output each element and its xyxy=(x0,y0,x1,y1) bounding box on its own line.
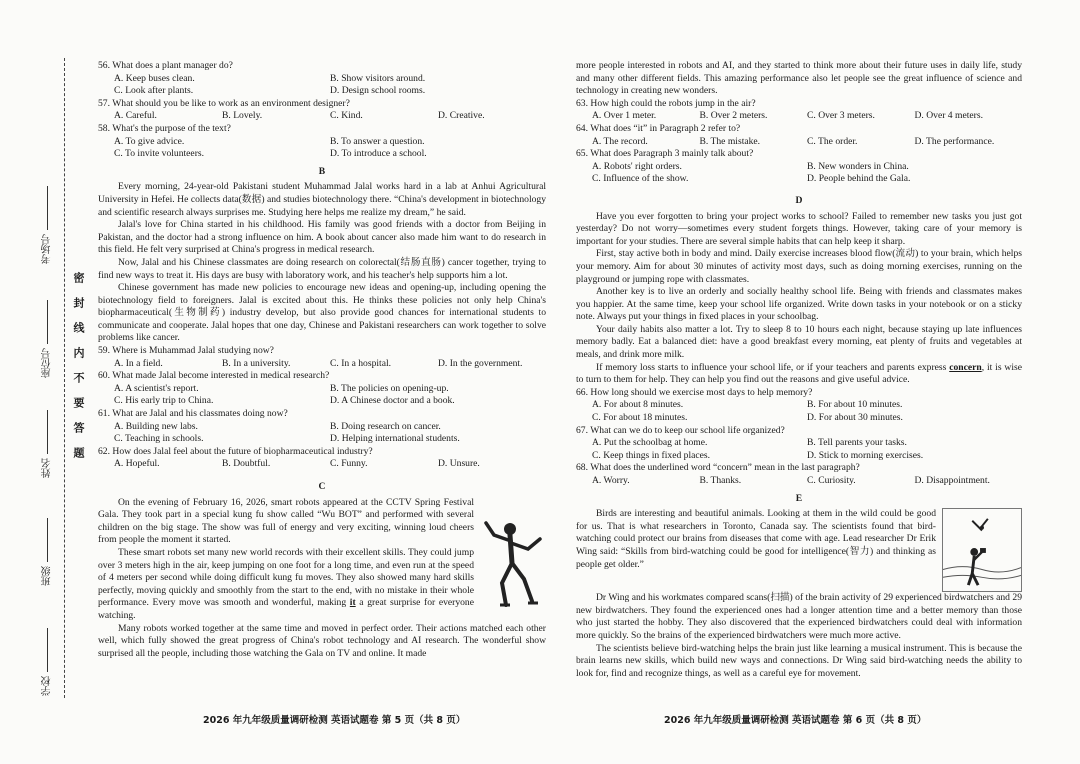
question-stem: 68. What does the underlined word “concern” mean in the last paragraph? xyxy=(576,462,860,474)
question-stem: 67. What can we do to keep our school life organized? xyxy=(576,424,785,436)
answer-options xyxy=(576,437,1022,462)
name-blank[interactable] xyxy=(47,410,48,454)
underlined-it: it xyxy=(349,597,356,609)
seat-blank[interactable] xyxy=(47,300,48,344)
answer-option[interactable]: A. Hopeful. xyxy=(114,458,160,470)
section-c-title: C xyxy=(318,481,326,492)
seat-label: 座位号 xyxy=(42,348,53,378)
answer-option[interactable]: A. Over 1 meter. xyxy=(592,110,657,122)
section-c-paragraph-2: These smart robots set many new world records with their excellent skills. They could jump over 3 meters high in the air, keep jumping on one foot for a long time, and even run at the speed of 4 meters per second while doing difficult kung fu moves. They also showed many hard skills perfectly, moving quickly and smoothly from the start to the end, with no mistake in their whole performance. Every move was smooth and wonderful, making it a great surprise for everyone watching. xyxy=(98,546,474,621)
underlined-concern: concern xyxy=(949,361,982,373)
section-c-paragraph-3-continued: more people interested in robots and AI, and they started to think more about their future uses in daily life, study and many other different fields. This amazing performance also let people see the great influence of science and technology in creating new wonders. xyxy=(576,60,1022,97)
passage-paragraph: Have you ever forgotten to bring your project works to school? Failed to remember new tasks you just got yesterday? Do not worry—sometimes every student forgets things. However, taking care of your memory is important for your studies. There are several simple habits that can help keep it sharp. xyxy=(576,210,1022,247)
answer-option[interactable]: A. In a field. xyxy=(114,357,163,369)
answer-option[interactable]: C. Teaching in schools. xyxy=(114,433,204,445)
question-stem: 57. What should you be like to work as an environment designer? xyxy=(98,97,350,109)
exam-room-field xyxy=(40,186,55,264)
exam-room-label: 考场号 xyxy=(42,234,53,264)
passage-paragraph: Chinese government has made new policies to encourage new ideas and opening-up, including opening the biotechnology field to foreigners. Jalal is excited about this. He thinks these policies not only help China's biopharmaceutical(生物制药) industry develop, but also provide good chances for international students to communicate and cooperate. Jalal hopes that one day, Chinese and Pakistani researchers can work together to solve problems like cancer. xyxy=(98,282,546,344)
answer-option[interactable]: B. Doing research on cancer. xyxy=(330,420,441,432)
answer-option[interactable]: A. Careful. xyxy=(114,110,157,122)
answer-options xyxy=(98,383,546,408)
question-stem: 64. What does “it” in Paragraph 2 refer to? xyxy=(576,122,741,134)
answer-option[interactable]: B. Show visitors around. xyxy=(330,72,426,84)
answer-option[interactable]: B. The policies on opening-up. xyxy=(330,382,449,394)
cut-line xyxy=(64,58,65,698)
answer-option[interactable]: D. In the government. xyxy=(438,357,523,369)
section-c-wrap xyxy=(98,497,546,623)
binding-margin xyxy=(0,0,92,764)
answer-option[interactable]: C. In a hospital. xyxy=(330,357,392,369)
answer-option[interactable]: B. In a university. xyxy=(222,357,291,369)
answer-option[interactable]: D. Over 4 meters. xyxy=(914,110,983,122)
question-stem: 56. What does a plant manager do? xyxy=(98,60,233,71)
answer-option[interactable]: C. Keep things in fixed places. xyxy=(592,449,711,461)
name-label: 姓名 xyxy=(42,458,53,478)
answer-option[interactable]: B. New wonders in China. xyxy=(807,160,909,172)
question-stem: 65. What does Paragraph 3 mainly talk about? xyxy=(576,148,754,160)
seat-field xyxy=(40,300,55,378)
birdwatcher-illustration-icon xyxy=(942,508,1022,592)
answer-option[interactable]: D. To introduce a school. xyxy=(330,148,427,160)
answer-options xyxy=(576,161,1022,186)
passage-paragraph: First, stay active both in body and mind. Daily exercise increases blood flow(流动) to your brain, which helps your memory. Aim for about 30 minutes of activity most days, such as doing morning exercises, running on the playground or jumping rope with classmates. xyxy=(576,248,1022,285)
answer-options xyxy=(98,73,546,98)
questions-56-58 xyxy=(98,60,546,161)
answer-option[interactable]: B. Lovely. xyxy=(222,110,263,122)
answer-option[interactable]: B. For about 10 minutes. xyxy=(807,399,903,411)
robot-illustration-icon xyxy=(480,517,546,609)
question-stem: 59. Where is Muhammad Jalal studying now? xyxy=(98,345,274,357)
question-stem: 62. How does Jalal feel about the future of biopharmaceutical industry? xyxy=(98,445,373,457)
page-footer-right: 2026 年九年级质量调研检测 英语试题卷 第 6 页（共 8 页） xyxy=(664,715,927,726)
question-stem: 58. What's the purpose of the text? xyxy=(98,122,231,134)
school-label: 学校 xyxy=(42,676,53,696)
section-e-title: E xyxy=(795,492,803,504)
section-d-paragraph-5: If memory loss starts to influence your school life, or if your teachers and parents express concern, it is wise to turn to them for help. They can help you find out the reasons and give useful advice. xyxy=(576,361,1022,386)
answer-option[interactable]: C. Funny. xyxy=(330,458,368,470)
section-c-paragraph-1: On the evening of February 16, 2026, smart robots appeared at the CCTV Spring Festival Gala. They took part in a special kung fu show called “Wu BOT” and performed with several children on the big stage. The show was full of energy and very exciting, winning loud cheers from people the moment it started. xyxy=(98,496,474,546)
section-e-paragraph-2: Dr Wing and his workmates compared scans(扫描) of the brain activity of 29 experienced birdwatchers and 29 new birdwatchers. They found the experienced ones had a longer attention time and a better memory than those who just started the hobby. They also discovered that the experienced birdwatchers could deal with information more quickly. So the brains of the experienced birdwatchers were much more active. xyxy=(576,592,1022,641)
answer-option[interactable]: D. The performance. xyxy=(914,135,995,147)
answer-option[interactable]: D. People behind the Gala. xyxy=(807,173,911,185)
class-field xyxy=(40,518,55,586)
page-footer-left: 2026 年九年级质量调研检测 英语试题卷 第 5 页（共 8 页） xyxy=(203,715,466,726)
answer-option[interactable]: D. Stick to morning exercises. xyxy=(807,449,924,461)
answer-option[interactable]: C. Kind. xyxy=(330,110,363,122)
school-field xyxy=(40,628,55,696)
passage-paragraph: Another key is to live an orderly and socially healthy school life. Being with friends and classmates makes you happier. At the same time, keep your school life organized. Write down tasks in your notebook or on a sticky note. Always put your things in fixed places in your schoolbag. xyxy=(576,286,1022,323)
answer-option[interactable]: B. To answer a question. xyxy=(330,135,425,147)
answer-options xyxy=(98,110,546,123)
answer-option[interactable]: A. Keep buses clean. xyxy=(114,72,195,84)
section-d-title: D xyxy=(795,194,803,206)
class-blank[interactable] xyxy=(47,518,48,562)
answer-options xyxy=(98,458,546,471)
answer-options xyxy=(576,136,1022,149)
answer-option[interactable]: D. For about 30 minutes. xyxy=(807,412,903,424)
answer-option[interactable]: A. The record. xyxy=(592,135,648,147)
answer-option[interactable]: A. To give advice. xyxy=(114,135,185,147)
answer-option[interactable]: D. Disappointment. xyxy=(914,475,990,486)
answer-option[interactable]: D. Unsure. xyxy=(438,458,480,470)
answer-option[interactable]: C. To invite volunteers. xyxy=(114,148,205,160)
passage-paragraph: Every morning, 24-year-old Pakistani student Muhammad Jalal works hard in a lab at Anhui Agricultural University in Hefei. He collects data(数据) and studies biotechnology there. “China's development in biotechnology and scientific research always surprises me. Studying here helps me realize my dream,” he said. xyxy=(98,181,546,218)
answer-options xyxy=(98,358,546,371)
answer-option[interactable]: D. Helping international students. xyxy=(330,433,460,445)
section-d-questions xyxy=(576,387,1022,488)
question-stem: 61. What are Jalal and his classmates doing now? xyxy=(98,408,288,420)
school-blank[interactable] xyxy=(47,628,48,672)
answer-option[interactable]: B. Over 2 meters. xyxy=(699,110,768,122)
answer-option[interactable]: C. Influence of the show. xyxy=(592,173,689,185)
answer-option[interactable]: B. Doubtful. xyxy=(222,458,271,470)
answer-option[interactable]: B. The mistake. xyxy=(699,135,761,147)
answer-option[interactable]: D. A Chinese doctor and a book. xyxy=(330,395,455,407)
section-b-passage xyxy=(98,181,546,345)
answer-option[interactable]: A. Robots' right orders. xyxy=(592,160,682,172)
answer-option[interactable]: C. Look after plants. xyxy=(114,85,194,97)
answer-options xyxy=(98,421,546,446)
answer-option[interactable]: B. Tell parents your tasks. xyxy=(807,437,907,449)
class-label: 班级 xyxy=(42,566,53,586)
passage-paragraph: Now, Jalal and his Chinese classmates are doing research on colorectal(结肠直肠) cancer together, trying to find new ways to treat it. His days are busy with laboratory work, and his teacher's help supports him a lot. xyxy=(98,256,546,281)
question-stem: 66. How long should we exercise most days to help memory? xyxy=(576,386,813,398)
answer-option[interactable]: D. Design school rooms. xyxy=(330,85,426,97)
section-e-paragraph-1: Birds are interesting and beautiful animals. Looking at them in the wild could be good for us. That is what researchers in Toronto, Canada say. The scientists found that bird-watching could protect our brains from diseases that come with age. Lead researcher Dr Erik Wing said: “Skills from bird-watching could be good for intelligence(智力) and thinking as people get older.” xyxy=(576,508,936,570)
answer-option[interactable]: C. His early trip to China. xyxy=(114,395,214,407)
answer-option[interactable]: A. A scientist's report. xyxy=(114,382,199,394)
answer-options xyxy=(576,399,1022,424)
section-c-paragraph-3: Many robots worked together at the same time and moved in perfect order. Their actions matched each other well, which fully showed the great progress of China's robot technology and AI research. The wonderful show surprised all the people, including those watching the Gala on TV and online. It made xyxy=(98,622,546,659)
answer-option[interactable]: C. Over 3 meters. xyxy=(807,110,875,122)
left-column xyxy=(98,60,546,660)
answer-options xyxy=(576,475,1022,488)
answer-option[interactable]: D. Creative. xyxy=(438,110,485,122)
answer-option[interactable]: A. Worry. xyxy=(592,475,630,486)
section-e-wrap xyxy=(576,508,1022,592)
answer-option[interactable]: C. Curiosity. xyxy=(807,475,856,486)
answer-option[interactable]: C. For about 18 minutes. xyxy=(592,412,688,424)
name-field xyxy=(40,410,55,478)
answer-option[interactable]: C. The order. xyxy=(807,135,858,147)
section-b-title: B xyxy=(318,165,326,177)
answer-options xyxy=(98,136,546,161)
exam-room-blank[interactable] xyxy=(47,186,48,230)
right-column xyxy=(576,60,1022,680)
section-e-paragraph-3: The scientists believe bird-watching helps the brain just like learning a musical instrument. This is because the brain learns new skills, which build new ways and connections. Dr Wing said bird-watching needs the ability to look for, find and recognize things, as well as a careful eye for movement. xyxy=(576,642,1022,679)
question-stem: 60. What made Jalal become interested in medical research? xyxy=(98,370,330,382)
answer-options xyxy=(576,110,1022,123)
answer-option[interactable]: A. For about 8 minutes. xyxy=(592,399,684,411)
passage-paragraph: Your daily habits also matter a lot. Try to sleep 8 to 10 hours each night, because staying up late influences memory badly. Eat a balanced diet: have a good breakfast every morning, eat plenty of fruits and vegetables at meals, and drink more milk. xyxy=(576,323,1022,361)
section-c-questions xyxy=(576,98,1022,186)
seal-warning: 密封线内不要答题 xyxy=(72,272,85,472)
answer-option[interactable]: A. Building new labs. xyxy=(114,420,198,432)
section-d-passage xyxy=(576,211,1022,362)
answer-option[interactable]: B. Thanks. xyxy=(699,475,742,486)
section-b-questions xyxy=(98,345,546,471)
question-stem: 63. How high could the robots jump in the air? xyxy=(576,97,756,109)
answer-option[interactable]: A. Put the schoolbag at home. xyxy=(592,437,708,449)
passage-paragraph: Jalal's love for China started in his childhood. His family was good friends with a doctor from Beijing in Pakistan, and the doctor had a strong influence on him. A book about cancer also made him want to do research in this field. He felt very surprised at China's progress in medical research. xyxy=(98,219,546,256)
